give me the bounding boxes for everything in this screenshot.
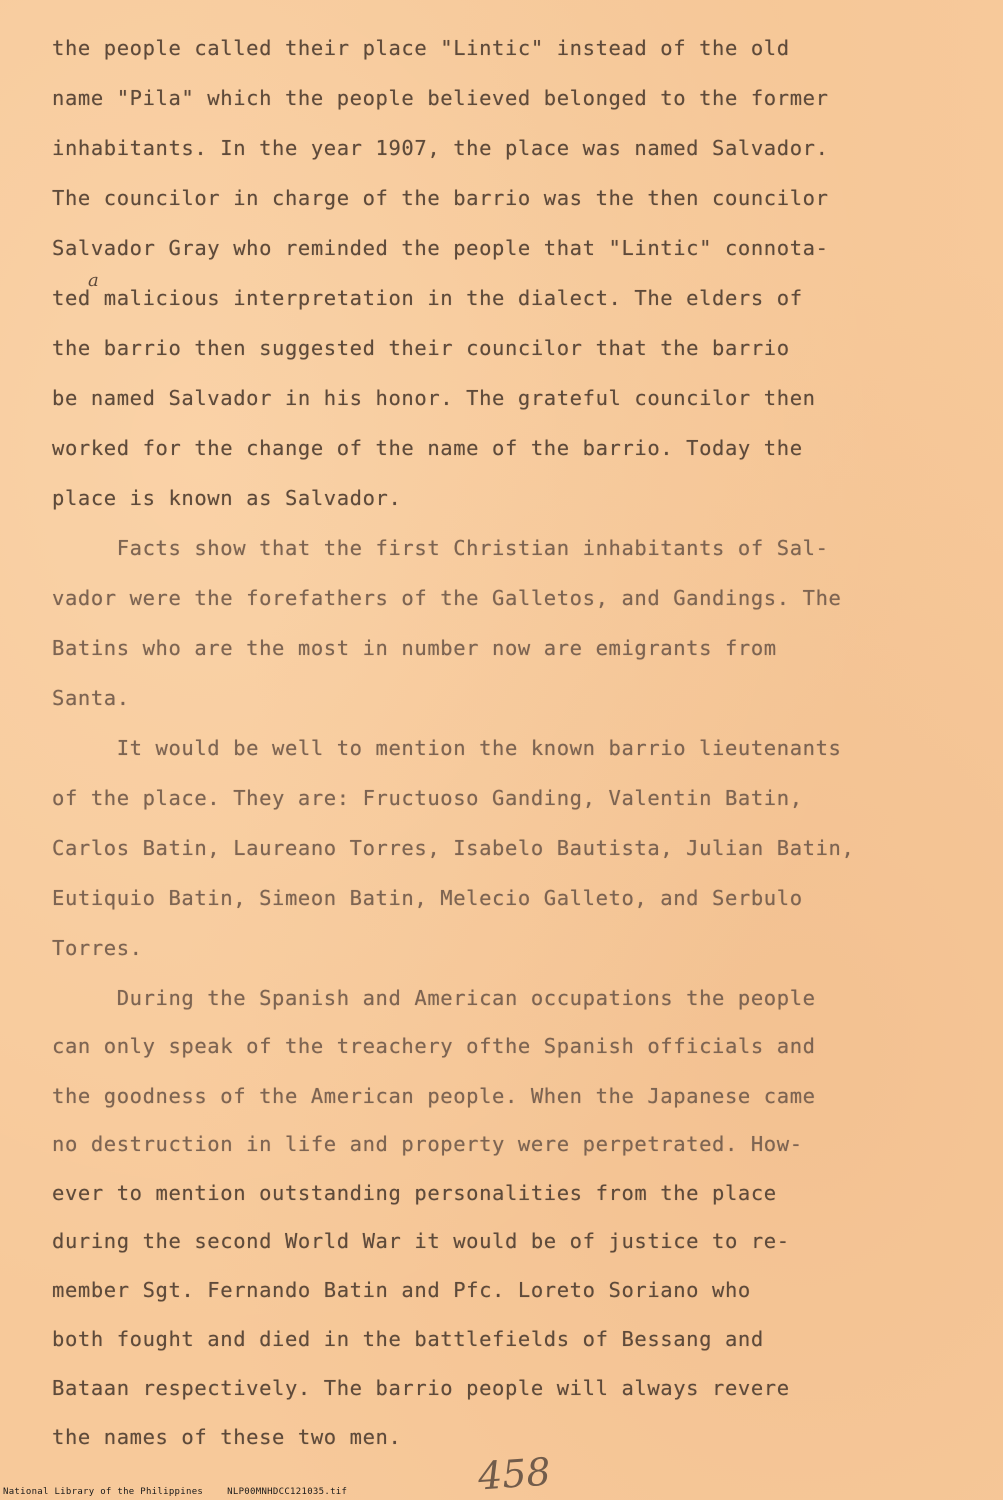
text-line: Bataan respectively. The barrio people will always revere	[52, 1376, 790, 1400]
handwritten-insertion: a	[88, 270, 99, 291]
text-line: Eutiquio Batin, Simeon Batin, Melecio Galleto, and Serbulo	[52, 886, 803, 910]
text-line: the barrio then suggested their councilor that the barrio	[52, 336, 790, 360]
footer-file-id: NLP00MNHDCC121035.tif	[227, 1487, 348, 1497]
text-line: It would be well to mention the known barrio lieutenants	[52, 736, 842, 760]
text-line: ted malicious interpretation in the dialect. The elders of	[52, 286, 803, 310]
text-line: no destruction in life and property were perpetrated. How-	[52, 1132, 803, 1156]
text-line: Torres.	[52, 936, 143, 960]
text-line: name "Pila" which the people believed belonged to the former	[52, 86, 829, 110]
text-line: ever to mention outstanding personalities from the place	[52, 1181, 777, 1205]
text-line: the names of these two men.	[52, 1425, 402, 1449]
text-line: be named Salvador in his honor. The grateful councilor then	[52, 386, 816, 410]
text-line: the people called their place "Lintic" instead of the old	[52, 36, 790, 60]
footer-library: National Library of the Philippines	[3, 1487, 204, 1497]
text-line: vador were the forefathers of the Galletos, and Gandings. The	[52, 586, 842, 610]
text-line: the goodness of the American people. When the Japanese came	[52, 1084, 816, 1108]
text-line: Facts show that the first Christian inhabitants of Sal-	[52, 536, 829, 560]
text-line: during the second World War it would be of justice to re-	[52, 1229, 790, 1253]
page-number: 458	[476, 1449, 552, 1499]
text-line: Salvador Gray who reminded the people that "Lintic" connota-	[52, 236, 829, 260]
text-line: Carlos Batin, Laureano Torres, Isabelo Bautista, Julian Batin,	[52, 836, 855, 860]
text-line: During the Spanish and American occupations the people	[52, 986, 816, 1010]
text-line: worked for the change of the name of the barrio. Today the	[52, 436, 803, 460]
text-line: both fought and died in the battlefields of Bessang and	[52, 1327, 764, 1351]
text-line: of the place. They are: Fructuoso Ganding, Valentin Batin,	[52, 786, 803, 810]
text-line: can only speak of the treachery ofthe Spanish officials and	[52, 1034, 816, 1058]
text-line: inhabitants. In the year 1907, the place was named Salvador.	[52, 136, 829, 160]
text-line: The councilor in charge of the barrio was the then councilor	[52, 186, 829, 210]
text-line: member Sgt. Fernando Batin and Pfc. Loreto Soriano who	[52, 1278, 751, 1302]
archive-footer	[3, 1487, 347, 1498]
text-line: Santa.	[52, 686, 130, 710]
text-line: Batins who are the most in number now are emigrants from	[52, 636, 777, 660]
text-line: place is known as Salvador.	[52, 486, 402, 510]
